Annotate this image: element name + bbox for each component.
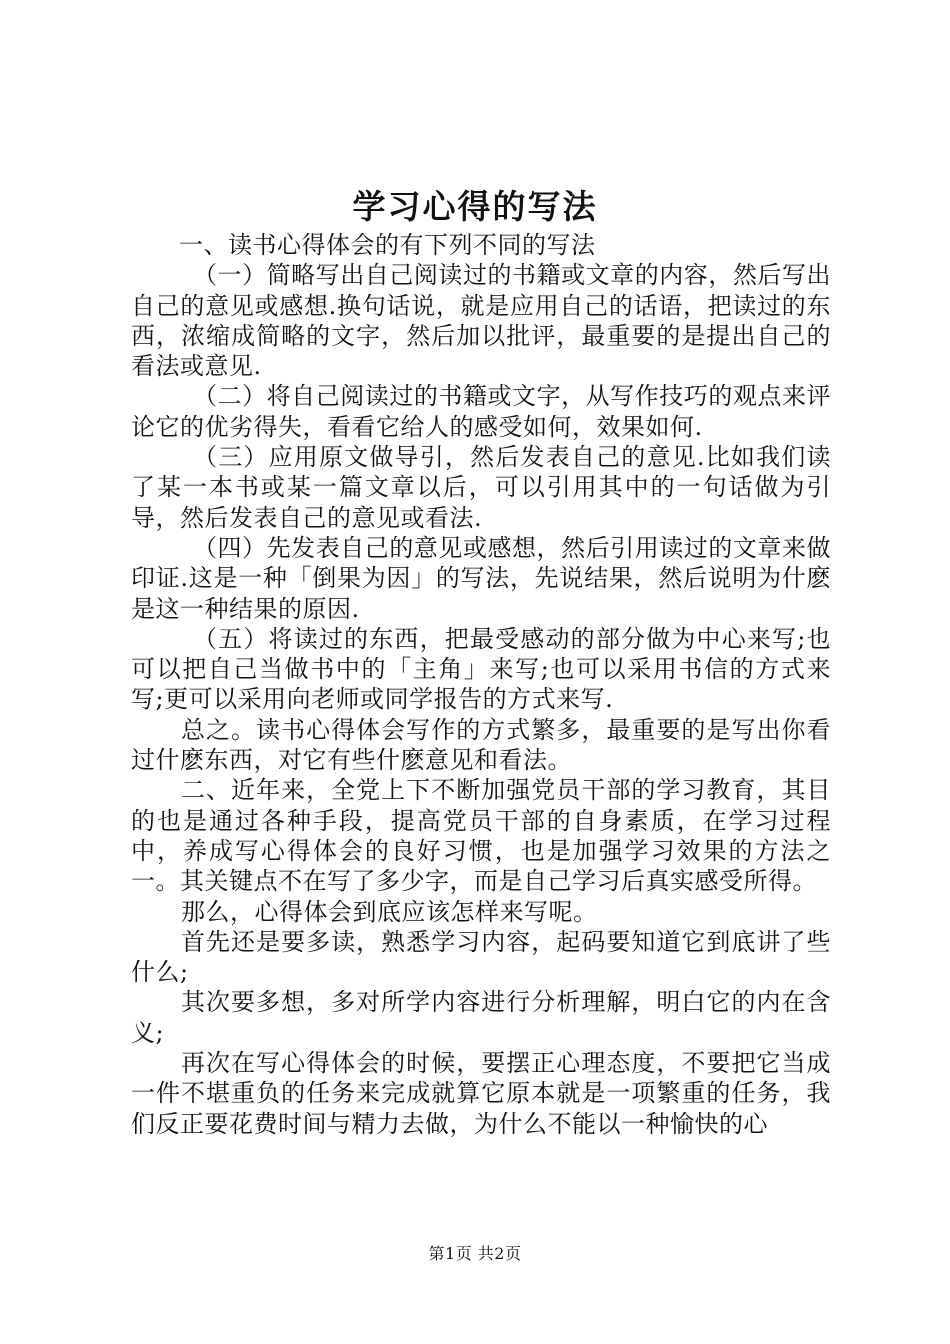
paragraph-method-two: （二）将自己阅读过的书籍或文字，从写作技巧的观点来评论它的优劣得失，看看它给人的感受如何，效果如何. [131,382,831,441]
paragraph-method-three: （三）应用原文做导引，然后发表自己的意见.比如我们读了某一本书或某一篇文章以后，可以引用其中的一句话做为引导，然后发表自己的意见或看法. [131,443,831,532]
page-footer: 第1页 共2页 [428,1244,522,1263]
paragraph-third: 再次在写心得体会的时候，要摆正心理态度，不要把它当成一件不堪重负的任务来完成就算它原本就是一项繁重的任务，我们反正要花费时间与精力去做，为什么不能以一种愉快的心 [131,1049,831,1138]
paragraph-method-five: （五）将读过的东西，把最受感动的部分做为中心来写;也可以把自己当做书中的「主角」来写;也可以采用书信的方式来写;更可以采用向老师或同学报告的方式来写. [131,624,831,714]
document-title: 学习心得的写法 [352,187,598,226]
paragraph-section-two: 二、近年来，全党上下不断加强党员干部的学习教育，其目的也是通过各种手段，提高党员干部的自身素质，在学习过程中，养成写心得体会的良好习惯，也是加强学习效果的方法之一。其关键点不在写了多少字，而是自己学习后真实感受所得。 [131,776,831,896]
paragraph-first: 首先还是要多读，熟悉学习内容，起码要知道它到底讲了些什么; [131,927,831,987]
paragraph-summary: 总之。读书心得体会写作的方式繁多，最重要的是写出你看过什麽东西，对它有些什麽意见和看法。 [131,715,831,775]
paragraph-second: 其次要多想，多对所学内容进行分析理解，明白它的内在含义; [131,988,831,1047]
paragraph-method-one: （一）简略写出自己阅读过的书籍或文章的内容，然后写出自己的意见或感想.换句话说，就是应用自己的话语，把读过的东西，浓缩成简略的文字，然后加以批评，最重要的是提出自己的看法或意见. [131,261,831,381]
paragraph-question: 那么，心得体会到底应该怎样来写呢。 [181,897,598,926]
paragraph-method-four: （四）先发表自己的意见或感想，然后引用读过的文章来做印证.这是一种「倒果为因」的写法，先说结果，然后说明为什麽是这一种结果的原因. [131,533,831,623]
paragraph-section-one-heading: 一、读书心得体会的有下列不同的写法 [179,231,596,259]
document-body [131,230,831,1139]
